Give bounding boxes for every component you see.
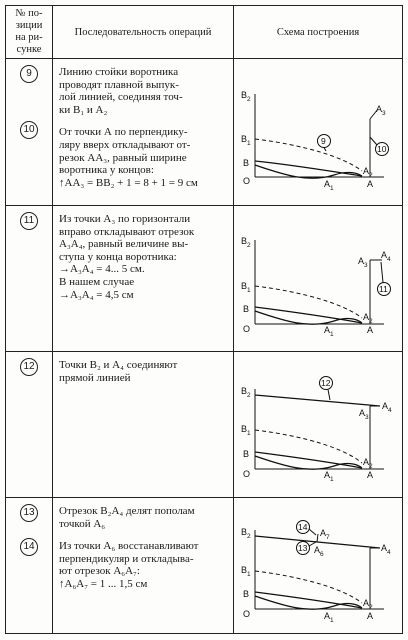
point-label: O — [243, 176, 251, 186]
point-label: A — [324, 470, 331, 480]
point-label: A — [324, 179, 331, 189]
point-label: A — [367, 325, 374, 335]
point-label-subscript: 1 — [330, 617, 334, 624]
point-label: O — [243, 609, 251, 619]
point-label-subscript: 2 — [247, 392, 251, 399]
point-label-subscript: 2 — [247, 242, 251, 249]
operation-text: Отрезок В₂А₄ делят пополам точкой А₆ Из точки А₆ восстанавливают перпендикуляр и откладыва- ют отрезок А₆А₇: ↑А₆А₇ = 1 ... 1,5 см — [53, 498, 234, 634]
point-label: B — [241, 90, 248, 100]
construction-line — [255, 161, 362, 176]
point-label: B — [241, 527, 248, 537]
point-label-subscript: 1 — [247, 287, 251, 294]
callout-number: 11 — [379, 284, 388, 294]
point-label-subscript: 2 — [369, 172, 373, 179]
point-label-subscript: 3 — [382, 110, 386, 117]
point-label: O — [243, 469, 251, 479]
point-label: O — [243, 324, 251, 334]
position-cell — [6, 352, 53, 498]
callout-number: 13 — [298, 543, 308, 553]
header-col1-line: № по- — [15, 8, 43, 19]
header-operations: Последовательность операций — [53, 6, 234, 59]
construction-line — [255, 286, 362, 318]
header-col1-line: на ри- — [15, 32, 43, 43]
point-label: B — [241, 565, 248, 575]
point-label: B — [243, 589, 250, 599]
point-label: A — [320, 528, 327, 538]
point-label: B — [241, 386, 248, 396]
construction-line — [255, 452, 362, 468]
construction-line — [328, 390, 330, 401]
step-number-badge: 12 — [20, 358, 38, 376]
point-label: A — [381, 250, 388, 260]
construction-diagram — [234, 498, 403, 634]
construction-line — [324, 148, 326, 152]
point-label: A — [363, 166, 370, 176]
collar-scheme-diagram — [234, 59, 404, 205]
header-col1-line: сунке — [16, 44, 42, 55]
point-label-subscript: 2 — [369, 604, 373, 611]
point-label-subscript: 2 — [369, 318, 373, 325]
point-label: A — [367, 179, 374, 189]
position-cell — [6, 206, 53, 352]
step-number-badge: 13 — [20, 504, 38, 522]
construction-line — [309, 529, 316, 535]
point-label: A — [358, 256, 365, 266]
callout-number: 12 — [321, 378, 331, 388]
construction-diagram — [234, 352, 403, 498]
point-label-subscript: 2 — [247, 533, 251, 540]
operation-text: Точки В₂ и А₄ соединяют прямой линией — [53, 352, 234, 498]
operations-table — [5, 5, 403, 634]
callout-number: 9 — [321, 136, 326, 146]
table-row — [6, 498, 403, 634]
construction-diagram — [234, 206, 403, 352]
point-label: A — [359, 408, 366, 418]
point-label-subscript: 4 — [387, 549, 391, 556]
header-col1-line: зиции — [15, 20, 43, 31]
collar-scheme-diagram — [234, 498, 404, 633]
construction-line — [255, 571, 362, 603]
construction-line — [317, 534, 318, 542]
point-label-subscript: 1 — [247, 140, 251, 147]
point-label: A — [367, 611, 374, 621]
point-label: A — [324, 611, 331, 621]
construction-line — [255, 395, 380, 406]
point-label: A — [382, 401, 389, 411]
operation-text: Линию стойки воротника проводят плавной выпук- лой линией, соединяя точ- ки B₁ и A₂ От точки А по перпендику- ляру вверх откладывают от- резок АА₃, равный ширине воротника у концов: ↑АА₃ = ВВ₂ + 1 = 8 + 1 = 9 см — [53, 59, 234, 206]
point-label: A — [381, 543, 388, 553]
construction-line — [255, 456, 362, 469]
point-label: B — [243, 158, 250, 168]
header-scheme: Схема построения — [234, 6, 403, 59]
point-label: B — [241, 281, 248, 291]
table-header-row — [6, 6, 403, 59]
point-label: A — [324, 325, 331, 335]
point-label: A — [314, 545, 321, 555]
construction-line — [255, 307, 362, 323]
step-number-badge: 11 — [20, 212, 38, 230]
point-label-subscript: 6 — [320, 551, 324, 558]
step-number-badge: 14 — [20, 538, 38, 556]
point-label-subscript: 1 — [247, 571, 251, 578]
position-cell — [6, 498, 53, 634]
construction-diagram — [234, 59, 403, 206]
point-label-subscript: 1 — [330, 331, 334, 338]
point-label: B — [243, 304, 250, 314]
table-row — [6, 59, 403, 206]
position-cell — [6, 59, 53, 206]
construction-line — [255, 596, 362, 609]
point-label-subscript: 3 — [365, 414, 369, 421]
operation-text: Из точки А₃ по горизонтали вправо откладывают отрезок А₃А₄, равный величине вы- ступа у конца воротника: →А₃А₄ = 4... 5 см. В нашем случае →А₃А₄ = 4,5 см — [53, 206, 234, 352]
point-label: A — [363, 457, 370, 467]
point-label: A — [363, 598, 370, 608]
construction-line — [255, 165, 362, 178]
point-label: B — [241, 424, 248, 434]
point-label: A — [367, 470, 374, 480]
point-label: A — [363, 312, 370, 322]
point-label: B — [243, 449, 250, 459]
point-label: A — [376, 104, 383, 114]
step-number-badge: 10 — [20, 121, 38, 139]
point-label-subscript: 1 — [330, 185, 334, 192]
callout-number: 14 — [298, 522, 308, 532]
callout-number: 10 — [377, 144, 387, 154]
point-label-subscript: 2 — [247, 96, 251, 103]
step-number-badge: 9 — [20, 65, 38, 83]
point-label-subscript: 3 — [364, 262, 368, 269]
point-label: B — [241, 236, 248, 246]
construction-line — [255, 139, 362, 171]
construction-line — [255, 311, 362, 324]
point-label-subscript: 4 — [388, 407, 392, 414]
point-label-subscript: 4 — [387, 256, 391, 263]
point-label: B — [241, 134, 248, 144]
point-label-subscript: 1 — [330, 476, 334, 483]
construction-line — [370, 137, 377, 145]
construction-line — [255, 592, 362, 608]
header-position-number — [6, 6, 53, 59]
construction-line — [381, 262, 383, 283]
table-row — [6, 206, 403, 352]
collar-scheme-diagram — [234, 352, 404, 497]
collar-scheme-diagram — [234, 206, 404, 351]
point-label-subscript: 2 — [369, 463, 373, 470]
point-label-subscript: 7 — [326, 534, 330, 541]
point-label-subscript: 1 — [247, 430, 251, 437]
table-row — [6, 352, 403, 498]
construction-line — [255, 430, 362, 463]
